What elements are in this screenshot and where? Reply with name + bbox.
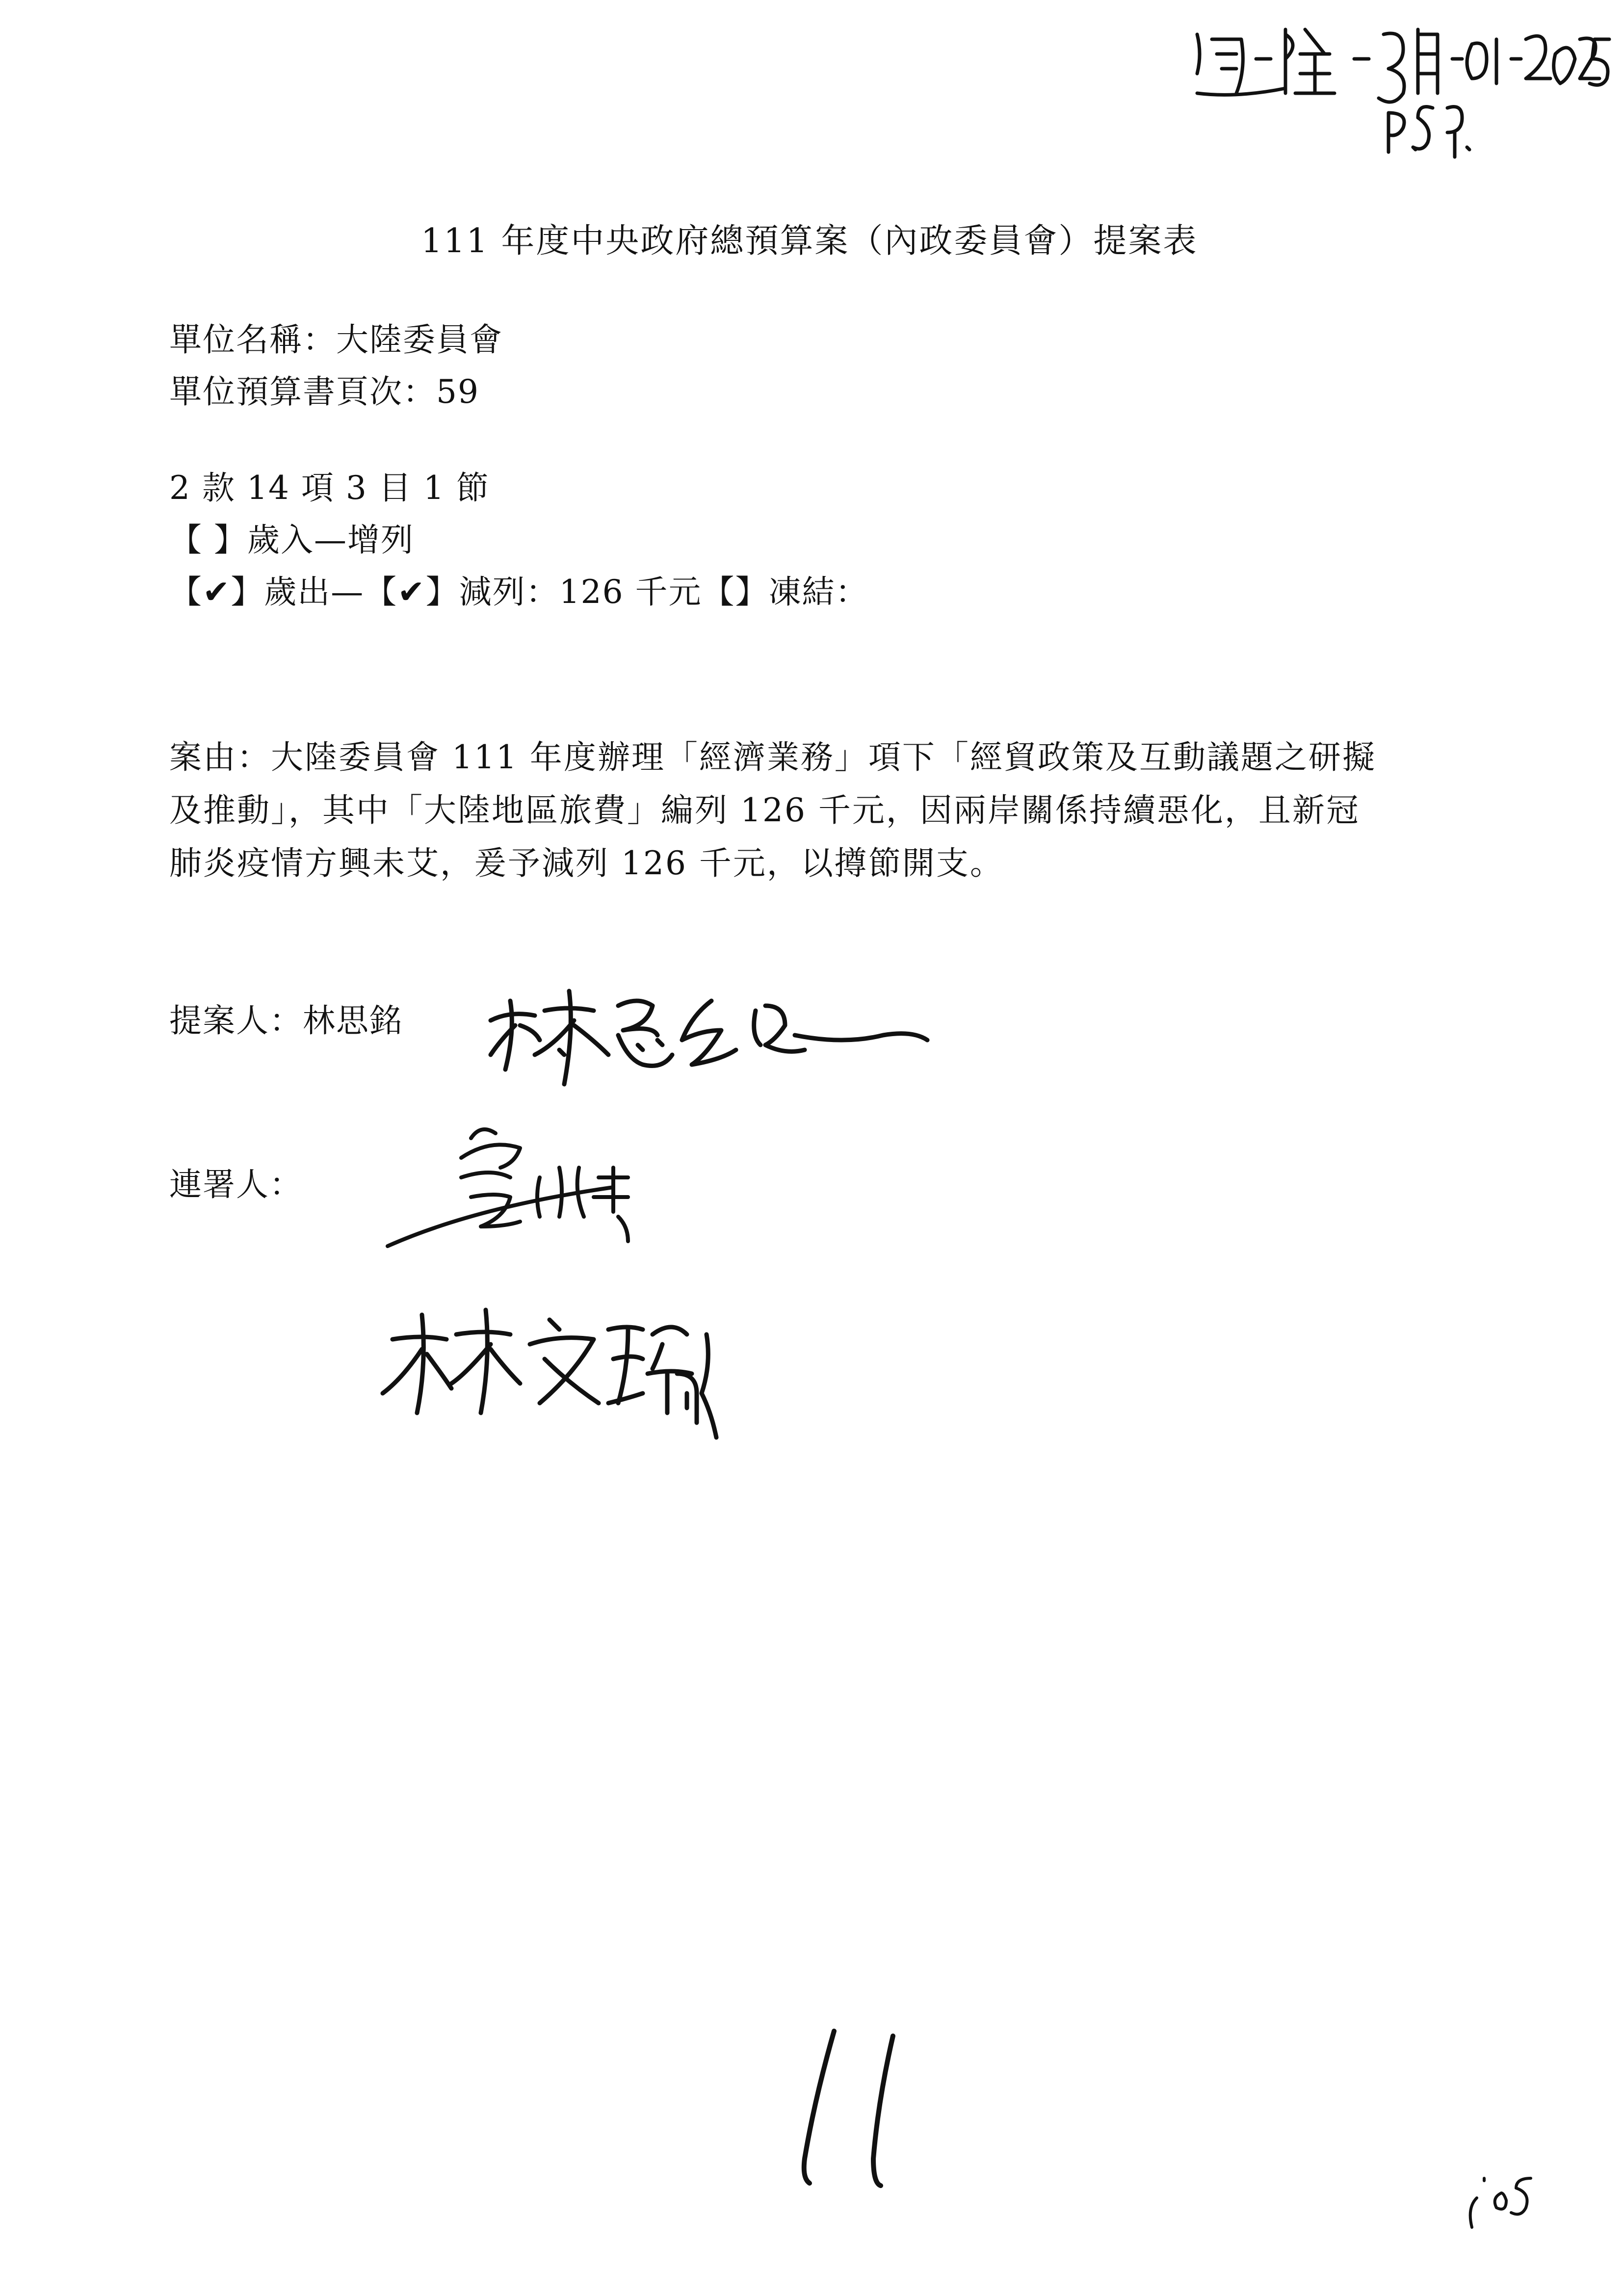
form-title: 111 年度中央政府總預算案（內政委員會）提案表 [421, 222, 1198, 261]
case-line-1: 案由：大陸委員會 111 年度辦理「經濟業務」項下「經貿政策及互動議題之研擬 [169, 738, 1376, 776]
handwritten-top-right-note [1197, 29, 1609, 157]
handwritten-corner-mark [1470, 2178, 1531, 2227]
budget-page-line: 單位預算書頁次：59 [169, 373, 479, 411]
handwritten-page-mark [804, 2031, 893, 2186]
cosigner-2-signature [383, 1310, 716, 1437]
cosigner-label: 連署人： [169, 1166, 303, 1203]
expense-reduction-line: 【✔】歲出—【✔】減列：126 千元【】凍結： [169, 573, 869, 611]
proposer-label: 提案人：林思銘 [169, 1002, 403, 1040]
cosigner-1-signature [388, 1129, 628, 1246]
revenue-increase-line: 【 】歲入—增列 [169, 521, 414, 559]
unit-name-line: 單位名稱：大陸委員會 [169, 321, 503, 359]
proposer-signature [491, 991, 927, 1084]
budget-section-line: 2 款 14 項 3 目 1 節 [169, 469, 490, 507]
case-line-2: 及推動」，其中「大陸地區旅費」編列 126 千元，因兩岸關係持續惡化，且新冠 [169, 791, 1360, 829]
case-line-3: 肺炎疫情方興未艾，爰予減列 126 千元，以撙節開支。 [169, 844, 1004, 882]
